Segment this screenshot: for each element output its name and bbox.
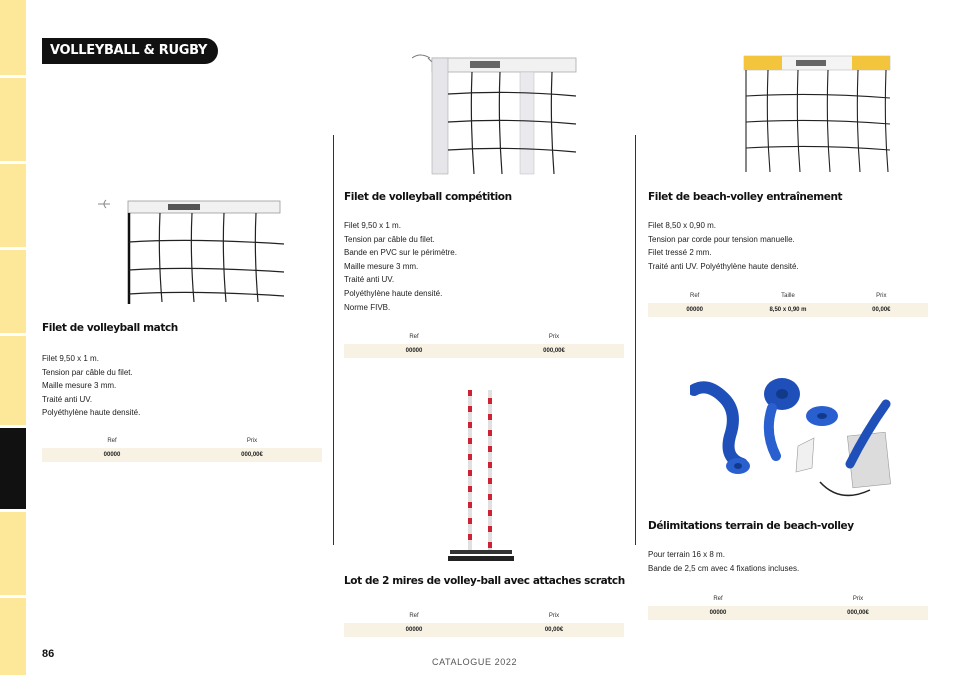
product-description	[648, 219, 799, 273]
product-description	[42, 352, 140, 420]
description-line: Filet 8,50 x 0,90 m.	[648, 221, 717, 230]
size-value: 8,50 x 0,90 m	[769, 307, 807, 313]
table-row	[648, 303, 928, 317]
description-line: Polyéthylène haute densité.	[344, 288, 443, 298]
product-title: Lot de 2 mires de volley-ball avec attaches scratch	[344, 575, 625, 587]
description-line: Bande de 2,5 cm avec 4 fixations incluses.	[648, 563, 800, 573]
description-line: Tension par câble du filet.	[344, 234, 435, 244]
price-table	[648, 289, 928, 317]
table-row	[42, 448, 322, 462]
price-value: 00,00€	[872, 307, 891, 313]
column-header-price: Prix	[852, 596, 864, 602]
column-header-price: Prix	[548, 334, 560, 340]
product-description	[648, 548, 799, 575]
column-header-ref: Ref	[107, 438, 117, 444]
volleyball-net-icon	[98, 194, 288, 304]
chapter-tabs	[0, 0, 26, 678]
price-value: 000,00€	[847, 610, 869, 616]
price-table	[344, 609, 624, 637]
description-line: Traité anti UV.	[344, 275, 395, 285]
chapter-tab[interactable]	[0, 164, 26, 250]
ref-value: 00000	[405, 627, 423, 633]
description-line: Norme FIVB.	[344, 302, 391, 312]
description-line: Pour terrain 16 x 8 m.	[648, 550, 725, 559]
table-row	[344, 623, 624, 637]
column-header-price: Prix	[876, 293, 887, 299]
description-line: Polyéthylène haute densité.	[42, 408, 141, 418]
table-row	[648, 606, 928, 620]
price-value: 000,00€	[241, 452, 263, 458]
beach-net-icon	[740, 52, 892, 176]
column-header-ref: Ref	[689, 293, 700, 299]
description-line: Tension par corde pour tension manuelle.	[648, 234, 795, 244]
description-line: Traité anti UV.	[42, 394, 93, 404]
description-line: Tension par câble du filet.	[42, 367, 133, 377]
description-line: Filet 9,50 x 1 m.	[344, 221, 401, 230]
column-header-price: Prix	[548, 613, 560, 619]
price-value: 000,00€	[543, 348, 565, 354]
column-header-size: Taille	[781, 293, 795, 299]
column-divider	[333, 135, 334, 545]
product-title: Filet de beach-volley entraînement	[648, 191, 843, 203]
page-number: 86	[42, 648, 55, 660]
column-divider	[635, 135, 636, 545]
chapter-tab[interactable]	[0, 0, 26, 78]
description-line: Filet tressé 2 mm.	[648, 248, 712, 258]
ref-value: 00000	[103, 452, 121, 458]
column-header-ref: Ref	[409, 334, 419, 340]
description-line: Bande en PVC sur le périmètre.	[344, 248, 457, 258]
price-table	[344, 330, 624, 358]
ref-value: 00000	[686, 307, 703, 313]
ref-value: 00000	[405, 348, 423, 354]
product-title: Délimitations terrain de beach-volley	[648, 520, 854, 532]
catalogue-footer: CATALOGUE 2022	[432, 657, 518, 667]
price-table	[648, 592, 928, 620]
description-line: Traité anti UV. Polyéthylène haute densité.	[648, 261, 799, 271]
chapter-tab[interactable]	[0, 512, 26, 598]
description-line: Filet 9,50 x 1 m.	[42, 354, 99, 363]
product-title: Filet de volleyball match	[42, 322, 178, 334]
antenna-icon	[446, 390, 516, 566]
description-line: Maille mesure 3 mm.	[42, 381, 117, 391]
column-header-ref: Ref	[713, 596, 723, 602]
description-line: Maille mesure 3 mm.	[344, 261, 419, 271]
price-value: 00,00€	[544, 627, 564, 633]
chapter-tab[interactable]	[0, 336, 26, 428]
chapter-tab[interactable]	[0, 78, 26, 164]
chapter-tab-active[interactable]	[0, 428, 26, 512]
column-header-price: Prix	[246, 438, 258, 444]
table-row	[344, 344, 624, 358]
column-header-ref: Ref	[409, 613, 419, 619]
ref-value: 00000	[709, 610, 727, 616]
competition-net-icon	[412, 50, 582, 175]
price-table	[42, 434, 322, 462]
product-title: Filet de volleyball compétition	[344, 191, 512, 203]
product-description	[344, 219, 457, 314]
section-title: VOLLEYBALL & RUGBY	[42, 38, 218, 64]
chapter-tab[interactable]	[0, 598, 26, 678]
chapter-tab[interactable]	[0, 250, 26, 336]
boundary-tape-icon	[690, 372, 894, 504]
